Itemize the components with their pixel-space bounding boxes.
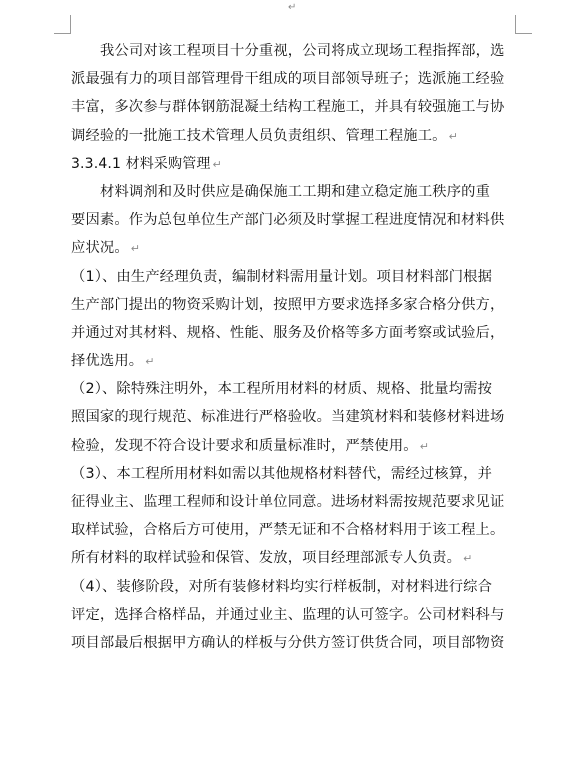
paragraph-mark: ↵ [419, 439, 430, 453]
text-content: 调经验的一批施工技术管理人员负责组织、管理工程施工。 [71, 127, 447, 144]
heading-line [71, 150, 521, 178]
text-line: 派最强有力的项目部管理骨干组成的项目部领导班子；选派施工经验 [71, 71, 505, 88]
paragraph-mark: ↵ [212, 157, 222, 171]
text-line: 生产部门提出的物资采购计划，按照甲方要求选择多家合格分供方， [71, 296, 505, 313]
text-line-last [71, 544, 521, 572]
text-line: 征得业主、监理工程师和设计单位同意。进场材料需按规范要求见证 [71, 494, 505, 510]
text-line: 材料调剂和及时供应是确保施工工期和建立稳定施工秩序的重 [100, 183, 491, 200]
section-heading [71, 150, 521, 178]
paragraph-mark: ↵ [145, 355, 155, 369]
paragraph-supply [71, 178, 521, 263]
text-line: （1）、由生产经理负责，编制材料需用量计划。项目材料部门根据 [71, 268, 493, 285]
text-line: 照国家的现行规范、标准进行严格验收。当建筑材料和装修材料进场 [71, 409, 505, 426]
text-line: 项目部最后根据甲方确认的样板与分供方签订供货合同，项目部物资 [71, 634, 505, 651]
paragraph-mark: ↵ [130, 242, 141, 256]
heading-text: 3.3.4.1 材料采购管理 [71, 155, 211, 172]
text-line-last [71, 122, 521, 150]
crop-mark-left [54, 15, 71, 34]
text-line-last [71, 234, 521, 262]
text-content: 检验，发现不符合设计要求和质量标准时，严禁使用。 [71, 437, 418, 454]
paragraph-item-3 [71, 460, 521, 573]
text-line: 丰富，多次参与群体钢筋混凝土结构工程施工，并具有较强施工与协 [71, 99, 505, 116]
text-line: （4）、装修阶段，对所有装修材料均实行样板制，对材料进行综合 [71, 578, 493, 595]
text-line: 评定，选择合格样品，并通过业主、监理的认可签字。公司材料科与 [71, 606, 505, 623]
text-line: 我公司对该工程项目十分重视，公司将成立现场工程指挥部，选 [100, 43, 505, 59]
text-content: 应状况。 [71, 240, 129, 257]
paragraph-mark: ↵ [448, 129, 458, 143]
text-line-last [71, 432, 521, 460]
text-line: （3）、本工程所用材料如需以其他规格材料替代，需经过核算，并 [71, 465, 493, 482]
text-line: 取样试验，合格后方可使用，严禁无证和不合格材料用于该工程上。 [71, 522, 505, 539]
text-line: 要因素。作为总包单位生产部门必须及时掌握工程进度情况和材料供 [71, 212, 505, 229]
paragraph-mark: ↵ [463, 552, 473, 566]
text-line: 并通过对其材料、规格、性能、服务及价格等多方面考察或试验后， [71, 324, 505, 341]
text-line: （2）、除特殊注明外，本工程所用材料的材质、规格、批量均需按 [71, 381, 493, 398]
paragraph-item-2 [71, 375, 521, 460]
paragraph-item-4 [71, 573, 521, 658]
crop-mark-right [515, 15, 532, 34]
paragraph-item-1 [71, 263, 521, 376]
paragraph-intro [71, 37, 521, 150]
text-line-last [71, 347, 521, 375]
text-content: 所有材料的取样试验和保管、发放，项目经理部派专人负责。 [71, 550, 462, 567]
document-body [71, 37, 521, 657]
paragraph-mark-top: ↵ [288, 2, 297, 13]
text-content: 择优选用。 [71, 353, 144, 370]
